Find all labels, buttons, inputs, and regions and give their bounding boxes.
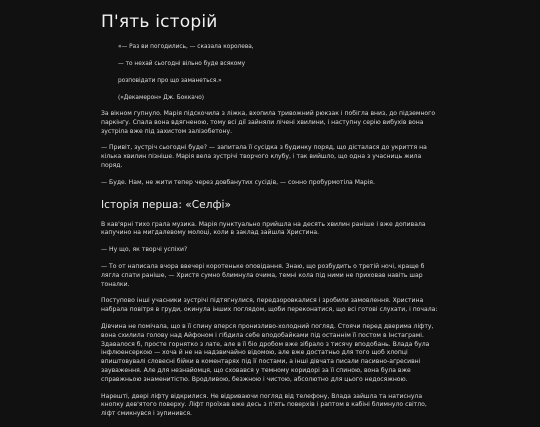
article xyxy=(101,10,439,427)
page-title: П'ять історій xyxy=(101,12,218,32)
epigraph-source: («Декамерон» Дж. Боккачо) xyxy=(118,95,205,101)
epigraph-line: «— Раз ви погодились, — сказала королева, xyxy=(118,44,254,50)
paragraph: — Привіт, зустріч сьогодні буде? — запитала її сусідка з будинку поряд, що дісталася до укриття на кілька хвилин пізніше. Марія вела зустрічі творчого клубу, і так вийшло, що одна з учасниць жила поряд. xyxy=(101,144,427,169)
paragraph: — То от написала вчора ввечері коротеньке оповідання. Знаю, що розбудить о третій ночі, краще б лягла спати раніше, — Христя сумно блимнула очима, темні кола під ними не приховав навіть шар тоналки. xyxy=(101,262,425,288)
paragraph: — Буде. Нам, не жити тепер через довбанутих сусідів, — сонно пробурмотіла Марія. xyxy=(101,178,375,186)
epigraph-line: розповідати про що заманеться.» xyxy=(118,78,222,84)
paragraph: В кав'ярні тихо грала музика. Марія пунктуально прийшла на десять хвилин раніше і вже допивала капучино на мигдалевому молоці, коли в заклад зайшла Христина. xyxy=(101,220,426,237)
paragraph: Нарешті, двері ліфту відкрилися. Не відриваючи погляд від телефону, Влада зайшла та натиснула кнопку дев'ятого поверху. Ліфт проїхав вже десь з п'ять поверхів і раптом в кабіні блимнуло світло, ліфт смикнувся і зупинився. xyxy=(101,392,427,418)
paragraph: Поступово інші учасники зустрічі підтягнулися, передзоровкалися і зробили замовлення. Христина набрала повітря в груди, окинула інших поглядом, щоби переконатися, що всі готові слухати, і почала: xyxy=(101,297,438,314)
story-heading: Історія перша: «Селфі» xyxy=(101,198,231,211)
epigraph xyxy=(118,44,439,102)
epigraph-line: — то нехай сьогодні вільно буде всякому xyxy=(118,61,246,67)
story-section xyxy=(101,221,439,419)
intro-section xyxy=(101,110,439,188)
paragraph: — Ну що, як творчі успіхи? xyxy=(101,246,188,254)
paragraph: За вікном гупнуло. Марія підскочила з ліжка, вхопила тривожний рюкзак і побігла вниз, до підземного паркінгу. Спала вона вдягненою, тому всі дії зайняли лічені хвилини, і наступну серію вибухів вона зустріла вже під захистом залізобетону. xyxy=(101,110,436,135)
paragraph: Дівчина не помічала, що в її спину вперся пронизливо-холодний погляд. Стоячи перед дверима ліфту, вона схилила голову над Айфоном і гібдила себе вподобайками під останнім її постом в Інстаграмі. Здавалося б, просте горнятко з лате, але в її біо дробом вже зібрало з тисячу вподобань. Влада була інфлюенсеркою — хоча й не на надзвичайно відомою, але вже достатньо для того щоб хлопці впиштовувалі словесні бійки в коментарях під її постами, а інші дівчата писали пасивно-агресивні зауваження. Але для незнайомця, що сховався у темному коридорі за її спиною, вона була вже справжньою знаменитістю. Вродливою, безжною і чистою, абсолютно для цього недосяжною. xyxy=(101,322,434,383)
